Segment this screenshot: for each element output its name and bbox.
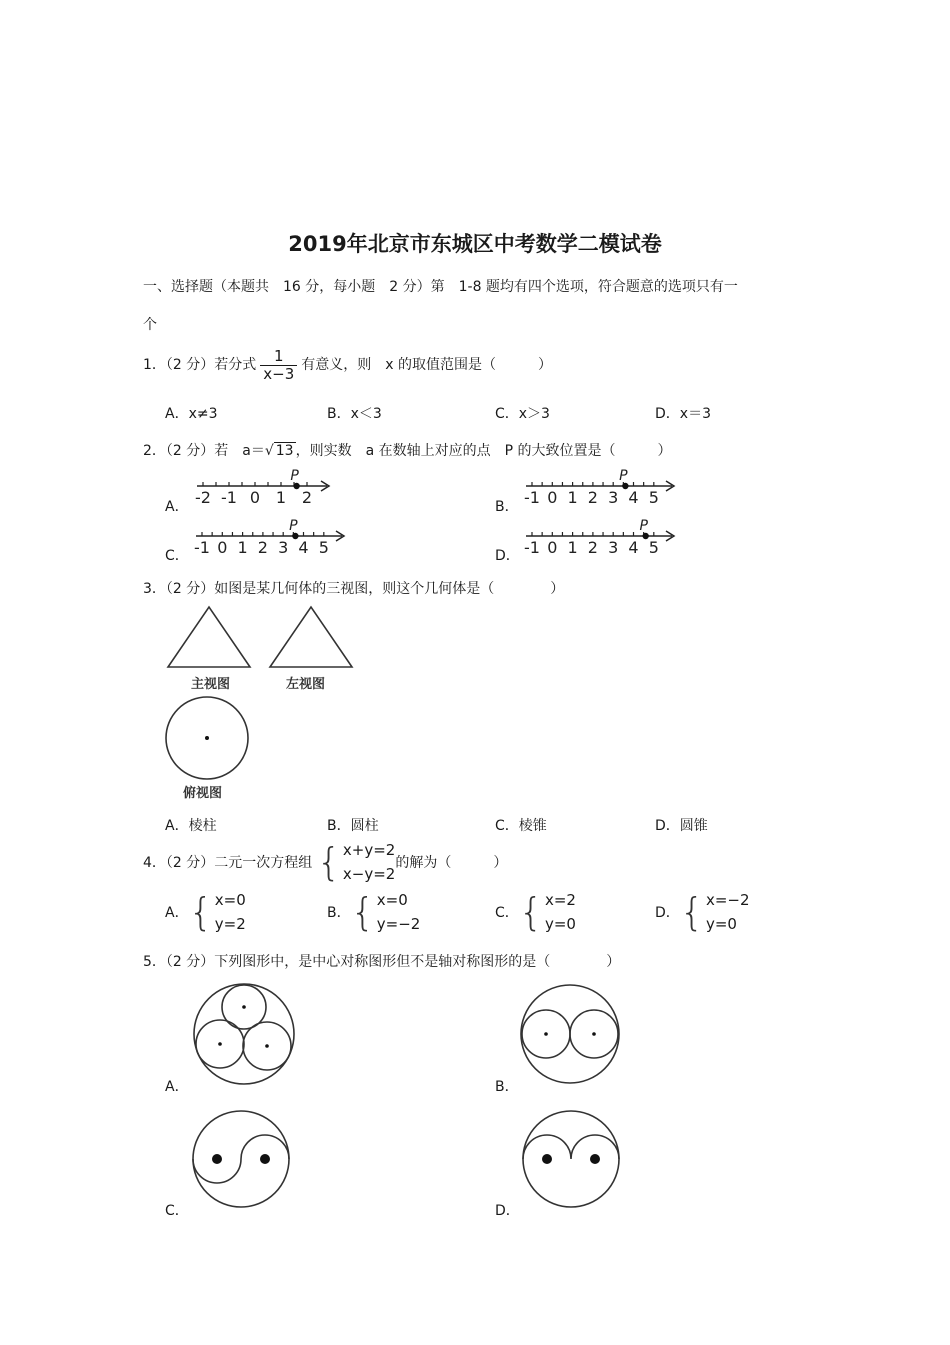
point-p-label: P: [639, 518, 648, 534]
question-1-stem: 1．（2 分）若分式 $\frac{1}{x-3}$ 有意义，则 x 的取值范围是（ ）: [143, 346, 552, 383]
q1-option-d[interactable]: D．x＝3: [655, 406, 711, 422]
tick-label: 2: [257, 538, 268, 557]
tick-label: -1: [524, 538, 540, 557]
q4-option-a[interactable]: A． { x=0 y=2: [165, 890, 246, 934]
q5-option-c[interactable]: C．: [165, 1203, 189, 1219]
tick-label: 4: [628, 488, 639, 507]
sqrt-radicand: 13: [275, 443, 294, 459]
q3-option-a[interactable]: A．棱柱: [165, 818, 217, 834]
tick-label: 0: [547, 538, 558, 557]
q5-option-d[interactable]: D．: [495, 1203, 520, 1219]
q2-option-b[interactable]: B．: [495, 499, 519, 515]
left-view-triangle: [270, 607, 352, 667]
tick-label: 3: [608, 488, 619, 507]
top-view-label: 俯视图: [183, 786, 223, 801]
q3-option-d[interactable]: D．圆锥: [655, 818, 708, 834]
tick-label: 2: [587, 488, 598, 507]
q5-figure-c: [190, 1108, 300, 1213]
number-line-b: [515, 466, 680, 510]
q5-figure-a: [190, 980, 300, 1090]
question-5-stem: 5．（2 分）下列图形中，是中心对称图形但不是轴对称图形的是（ ）: [143, 954, 621, 970]
tick-label: 3: [278, 538, 289, 557]
tick-label: 2: [587, 538, 598, 557]
tick-label: 1: [275, 488, 287, 507]
tick-label: 0: [547, 488, 558, 507]
point-p-label: P: [290, 468, 299, 484]
tick-label: 0: [217, 538, 228, 557]
three-views-figure: [160, 600, 370, 805]
q1-option-c[interactable]: C．x＞3: [495, 406, 550, 422]
tick-label: 5: [648, 488, 659, 507]
tick-label: 1: [567, 538, 578, 557]
tick-label: 4: [298, 538, 309, 557]
q4-option-c[interactable]: C． { x=2 y=0: [495, 890, 576, 934]
q4-option-d[interactable]: D． { x=−2 y=0: [655, 890, 750, 934]
tick-label: 3: [608, 538, 619, 557]
q3-option-c[interactable]: C．棱锥: [495, 818, 547, 834]
q3-option-b[interactable]: B．圆柱: [327, 818, 379, 834]
q2-option-c[interactable]: C．: [165, 548, 189, 564]
question-4-stem: 4．（2 分）二元一次方程组 { x+y=2 x−y=2 的解为（ ）: [143, 840, 508, 884]
equation-system: { x+y=2 x−y=2: [316, 840, 396, 884]
top-view-center-dot: [205, 736, 209, 740]
tick-label: -1: [194, 538, 210, 557]
q4-option-b[interactable]: B． { x=0 y=−2: [327, 890, 421, 934]
question-3-stem: 3．（2 分）如图是某几何体的三视图，则这个几何体是（ ）: [143, 581, 565, 597]
q2-option-d[interactable]: D．: [495, 548, 520, 564]
page-title: 2019年北京市东城区中考数学二模试卷: [288, 232, 662, 256]
front-view-label: 主视图: [191, 677, 231, 692]
tick-label: -1: [221, 488, 237, 507]
tick-label: 1: [237, 538, 248, 557]
front-view-triangle: [168, 607, 250, 667]
number-line-c: [185, 516, 350, 560]
section-heading: 一、选择题（本题共 16 分，每小题 2 分）第 1-8 题均有四个选项，符合题意的选项只有一: [143, 279, 738, 295]
tick-label: -2: [195, 488, 211, 507]
q1-option-b[interactable]: B．x＜3: [327, 406, 382, 422]
q5-option-b[interactable]: B．: [495, 1079, 519, 1095]
q5-figure-d: [520, 1108, 630, 1213]
number-line-a: [185, 466, 335, 510]
left-view-label: 左视图: [286, 677, 326, 692]
tick-label: 1: [567, 488, 578, 507]
point-p-label: P: [289, 518, 298, 534]
q2-option-a[interactable]: A．: [165, 499, 189, 515]
q1-option-a[interactable]: A．x≠3: [165, 406, 218, 422]
q5-figure-b: [516, 983, 626, 1093]
tick-label: -1: [524, 488, 540, 507]
fraction: $\frac{1}{x-3}$: [260, 348, 297, 383]
tick-label: 5: [318, 538, 329, 557]
tick-label: 0: [249, 488, 261, 507]
number-line-d: [515, 516, 680, 560]
tick-label: 4: [628, 538, 639, 557]
tick-label: 5: [648, 538, 659, 557]
point-p-label: P: [619, 468, 628, 484]
q5-option-a[interactable]: A．: [165, 1079, 189, 1095]
question-2-stem: 2．（2 分）若 a＝√ 13 ，则实数 a 在数轴上对应的点 P 的大致位置是（ ）: [143, 443, 672, 459]
section-heading-cont: 个: [143, 317, 157, 333]
tick-label: 2: [301, 488, 313, 507]
